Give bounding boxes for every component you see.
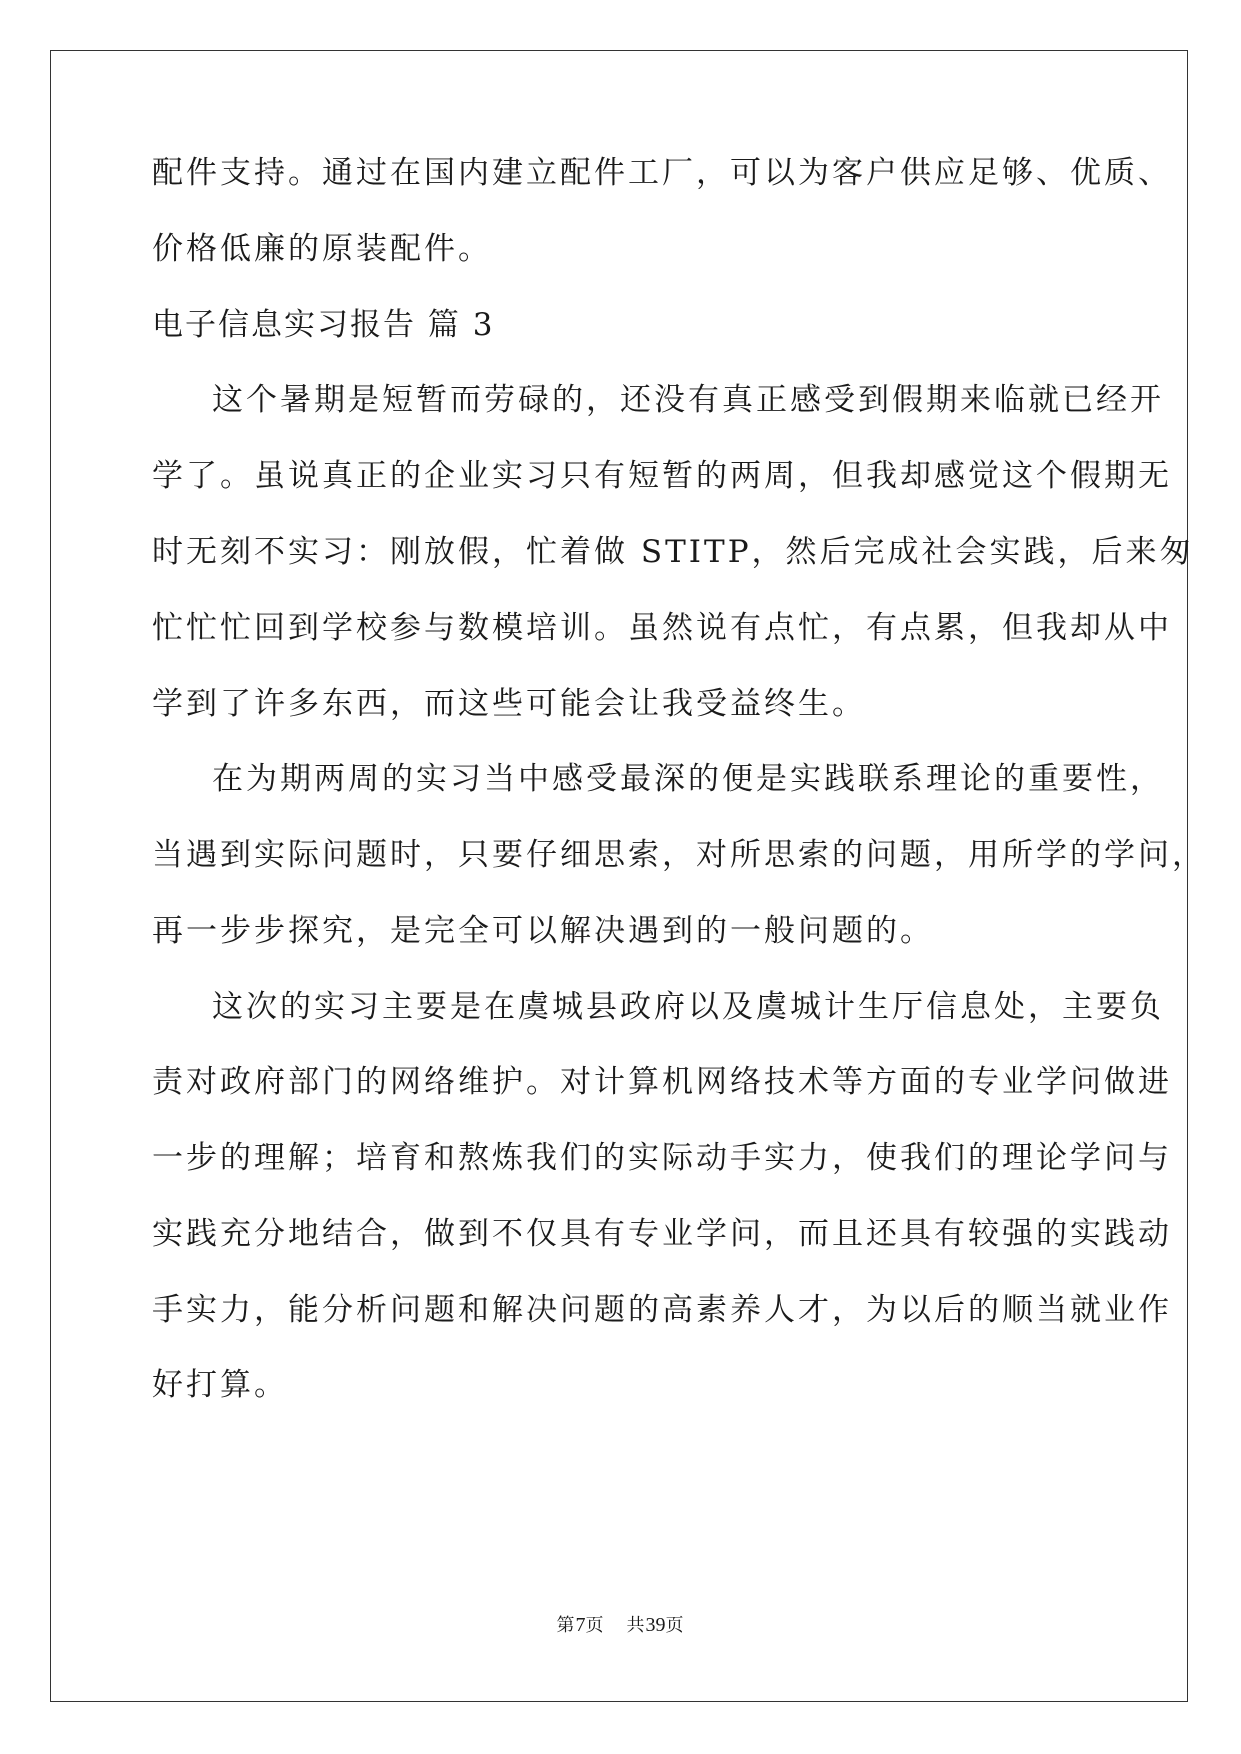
page-number: 7: [575, 1614, 586, 1636]
page-prefix: 第: [556, 1615, 576, 1636]
text-line: 学到了许多东西，而这些可能会让我受益终生。: [152, 686, 866, 722]
text-line: 实践充分地结合，做到不仅具有专业学问，而且还具有较强的实践动: [152, 1216, 1172, 1252]
text-line: 忙忙忙回到学校参与数模培训。虽然说有点忙，有点累，但我却从中: [152, 610, 1172, 646]
page-footer: [0, 1613, 1241, 1638]
text-line: 好打算。: [152, 1367, 288, 1403]
section-heading: 电子信息实习报告 篇 3: [152, 307, 495, 343]
total-suffix: 页: [665, 1615, 685, 1636]
text-line: 当遇到实际问题时，只要仔细思索，对所思索的问题，用所学的学问，: [152, 837, 1206, 873]
page-border: [50, 50, 1188, 1702]
text-line: 责对政府部门的网络维护。对计算机网络技术等方面的专业学问做进: [152, 1064, 1172, 1100]
text-line: 手实力，能分析问题和解决问题的高素养人才，为以后的顺当就业作: [152, 1292, 1172, 1328]
page-suffix: 页: [585, 1615, 605, 1636]
paragraph-first-line: 在为期两周的实习当中感受最深的便是实践联系理论的重要性，: [212, 761, 1164, 797]
text-line: 配件支持。通过在国内建立配件工厂，可以为客户供应足够、优质、: [152, 155, 1172, 191]
total-prefix: 共: [626, 1615, 646, 1636]
text-line: 价格低廉的原装配件。: [152, 231, 492, 267]
paragraph-first-line: 这个暑期是短暂而劳碌的，还没有真正感受到假期来临就已经开: [212, 382, 1164, 418]
text-line: 再一步步探究，是完全可以解决遇到的一般问题的。: [152, 913, 934, 949]
paragraph-first-line: 这次的实习主要是在虞城县政府以及虞城计生厅信息处，主要负: [212, 989, 1164, 1025]
text-line: 一步的理解；培育和熬炼我们的实际动手实力，使我们的理论学问与: [152, 1140, 1172, 1176]
text-line: 时无刻不实习：刚放假，忙着做 STITP，然后完成社会实践，后来匆: [152, 534, 1194, 570]
text-line: 学了。虽说真正的企业实习只有短暂的两周，但我却感觉这个假期无: [152, 458, 1172, 494]
total-pages: 39: [645, 1614, 666, 1636]
